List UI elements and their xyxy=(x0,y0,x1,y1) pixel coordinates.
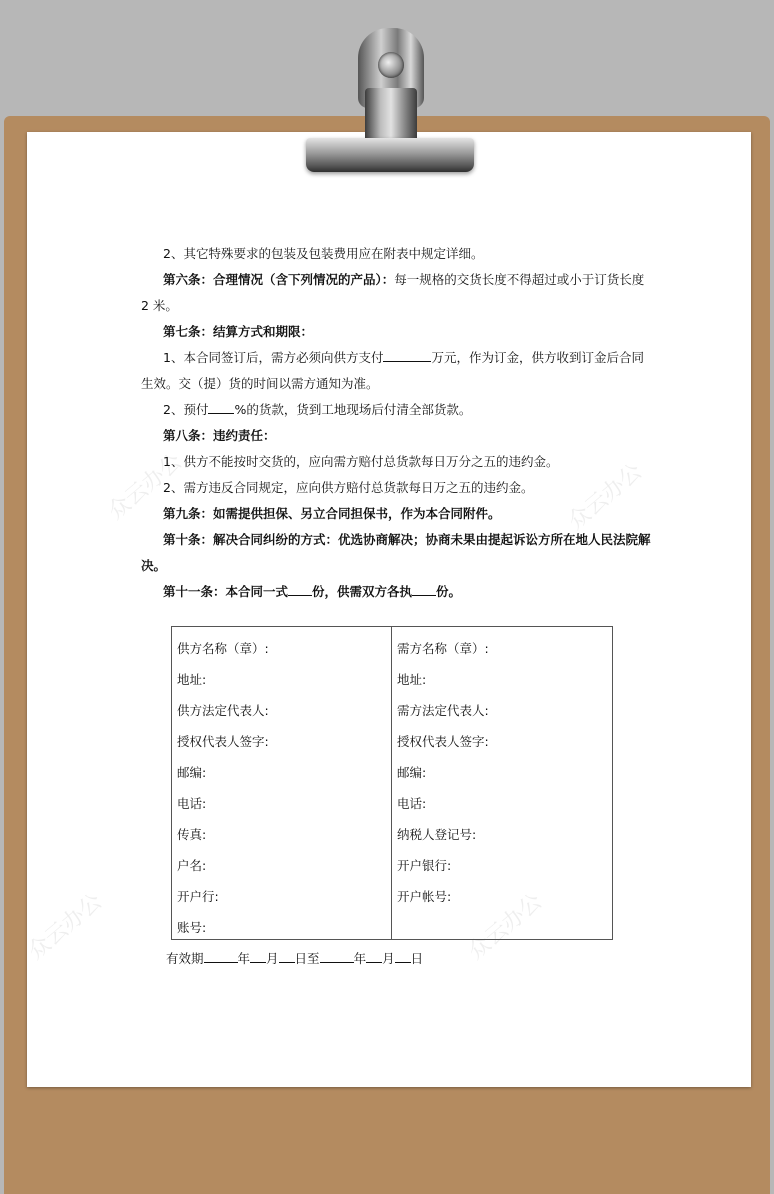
validity-month-2: 月 xyxy=(382,951,395,966)
validity-year-1: 年 xyxy=(237,951,251,966)
validity-line xyxy=(166,946,423,972)
watermark: 众云办公 xyxy=(463,889,548,965)
validity-day-2: 日 xyxy=(410,951,424,966)
article-11-post: 份。 xyxy=(436,584,462,599)
binder-clip-hole xyxy=(378,52,404,78)
validity-label: 有效期 xyxy=(166,951,204,966)
watermark: 众云办公 xyxy=(563,459,648,535)
article-6-body-cont: 2 米。 xyxy=(141,298,178,313)
binder-clip-base xyxy=(306,138,474,172)
supplier-signature-label: 授权代表人签字: xyxy=(177,734,269,749)
supplier-postcode-label: 邮编: xyxy=(177,765,207,780)
article-8-item-2: 2、需方违反合同规定，应向供方赔付总货款每日万之五的违约金。 xyxy=(163,480,534,495)
article-11-pre: 第十一条：本合同一式 xyxy=(163,584,289,599)
validity-year-2: 年 xyxy=(353,951,367,966)
signature-table xyxy=(171,626,613,940)
article-11 xyxy=(163,579,461,605)
table-divider xyxy=(391,627,392,939)
buyer-signature-label: 授权代表人签字: xyxy=(397,734,489,749)
watermark: 众云办公 xyxy=(103,449,188,525)
article-7-item-2-post: %的货款，货到工地现场后付清全部货款。 xyxy=(234,402,472,417)
article-10: 第十条：解决合同纠纷的方式：优选协商解决；协商未果由提起诉讼方所在地人民法院解 xyxy=(163,532,651,547)
supplier-fax-label: 传真: xyxy=(177,827,207,842)
article-7-heading: 第七条：结算方式和期限： xyxy=(163,324,314,339)
article-7-item-1 xyxy=(163,345,644,371)
article-11-mid: 份，供需双方各执 xyxy=(312,584,413,599)
article-6-body: 每一规格的交货长度不得超过或小于订货长度 xyxy=(394,272,645,287)
buyer-address-label: 地址: xyxy=(397,672,427,687)
blank-start-day[interactable] xyxy=(279,948,295,963)
article-9: 第九条：如需提供担保、另立合同担保书，作为本合同附件。 xyxy=(163,506,501,521)
blank-end-year[interactable] xyxy=(320,948,354,963)
article-6-heading: 第六条：合理情况（含下列情况的产品）： xyxy=(163,272,395,287)
supplier-bank-label: 开户行: xyxy=(177,889,219,904)
supplier-account-number-label: 账号: xyxy=(177,920,207,935)
blank-end-day[interactable] xyxy=(395,948,411,963)
article-7-item-2-pre: 2、预付 xyxy=(163,402,209,417)
validity-day-to: 日至 xyxy=(294,951,320,966)
validity-month-1: 月 xyxy=(266,951,279,966)
buyer-phone-label: 电话: xyxy=(397,796,427,811)
blank-deposit-amount[interactable] xyxy=(383,347,431,362)
article-8-item-1: 1、供方不能按时交货的，应向需方赔付总货款每日万分之五的违约金。 xyxy=(163,454,559,469)
buyer-bank-label: 开户银行: xyxy=(397,858,452,873)
buyer-legal-rep-label: 需方法定代表人: xyxy=(397,703,489,718)
blank-copies-total[interactable] xyxy=(288,581,312,596)
blank-start-month[interactable] xyxy=(250,948,266,963)
article-6 xyxy=(163,267,644,293)
buyer-account-number-label: 开户帐号: xyxy=(397,889,452,904)
supplier-name-label: 供方名称（章）: xyxy=(177,641,269,656)
article-7-item-1-cont: 生效。交（提）货的时间以需方通知为准。 xyxy=(141,376,379,391)
article-8-heading: 第八条：违约责任： xyxy=(163,428,276,443)
blank-copies-each[interactable] xyxy=(412,581,436,596)
blank-start-year[interactable] xyxy=(204,948,238,963)
supplier-address-label: 地址: xyxy=(177,672,207,687)
supplier-legal-rep-label: 供方法定代表人: xyxy=(177,703,269,718)
buyer-name-label: 需方名称（章）: xyxy=(397,641,489,656)
supplier-account-name-label: 户名: xyxy=(177,858,207,873)
buyer-postcode-label: 邮编: xyxy=(397,765,427,780)
blank-end-month[interactable] xyxy=(366,948,382,963)
buyer-tax-id-label: 纳税人登记号: xyxy=(397,827,477,842)
article-10-cont: 决。 xyxy=(141,558,167,573)
article-7-item-1-post: 万元，作为订金，供方收到订金后合同 xyxy=(431,350,644,365)
watermark: 众云办公 xyxy=(23,889,108,965)
supplier-phone-label: 电话: xyxy=(177,796,207,811)
blank-prepay-percent[interactable] xyxy=(208,399,234,414)
paragraph-packaging: 2、其它特殊要求的包装及包装费用应在附表中规定详细。 xyxy=(163,246,484,261)
article-7-item-2 xyxy=(163,397,471,423)
article-7-item-1-pre: 1、本合同签订后，需方必须向供方支付 xyxy=(163,350,384,365)
